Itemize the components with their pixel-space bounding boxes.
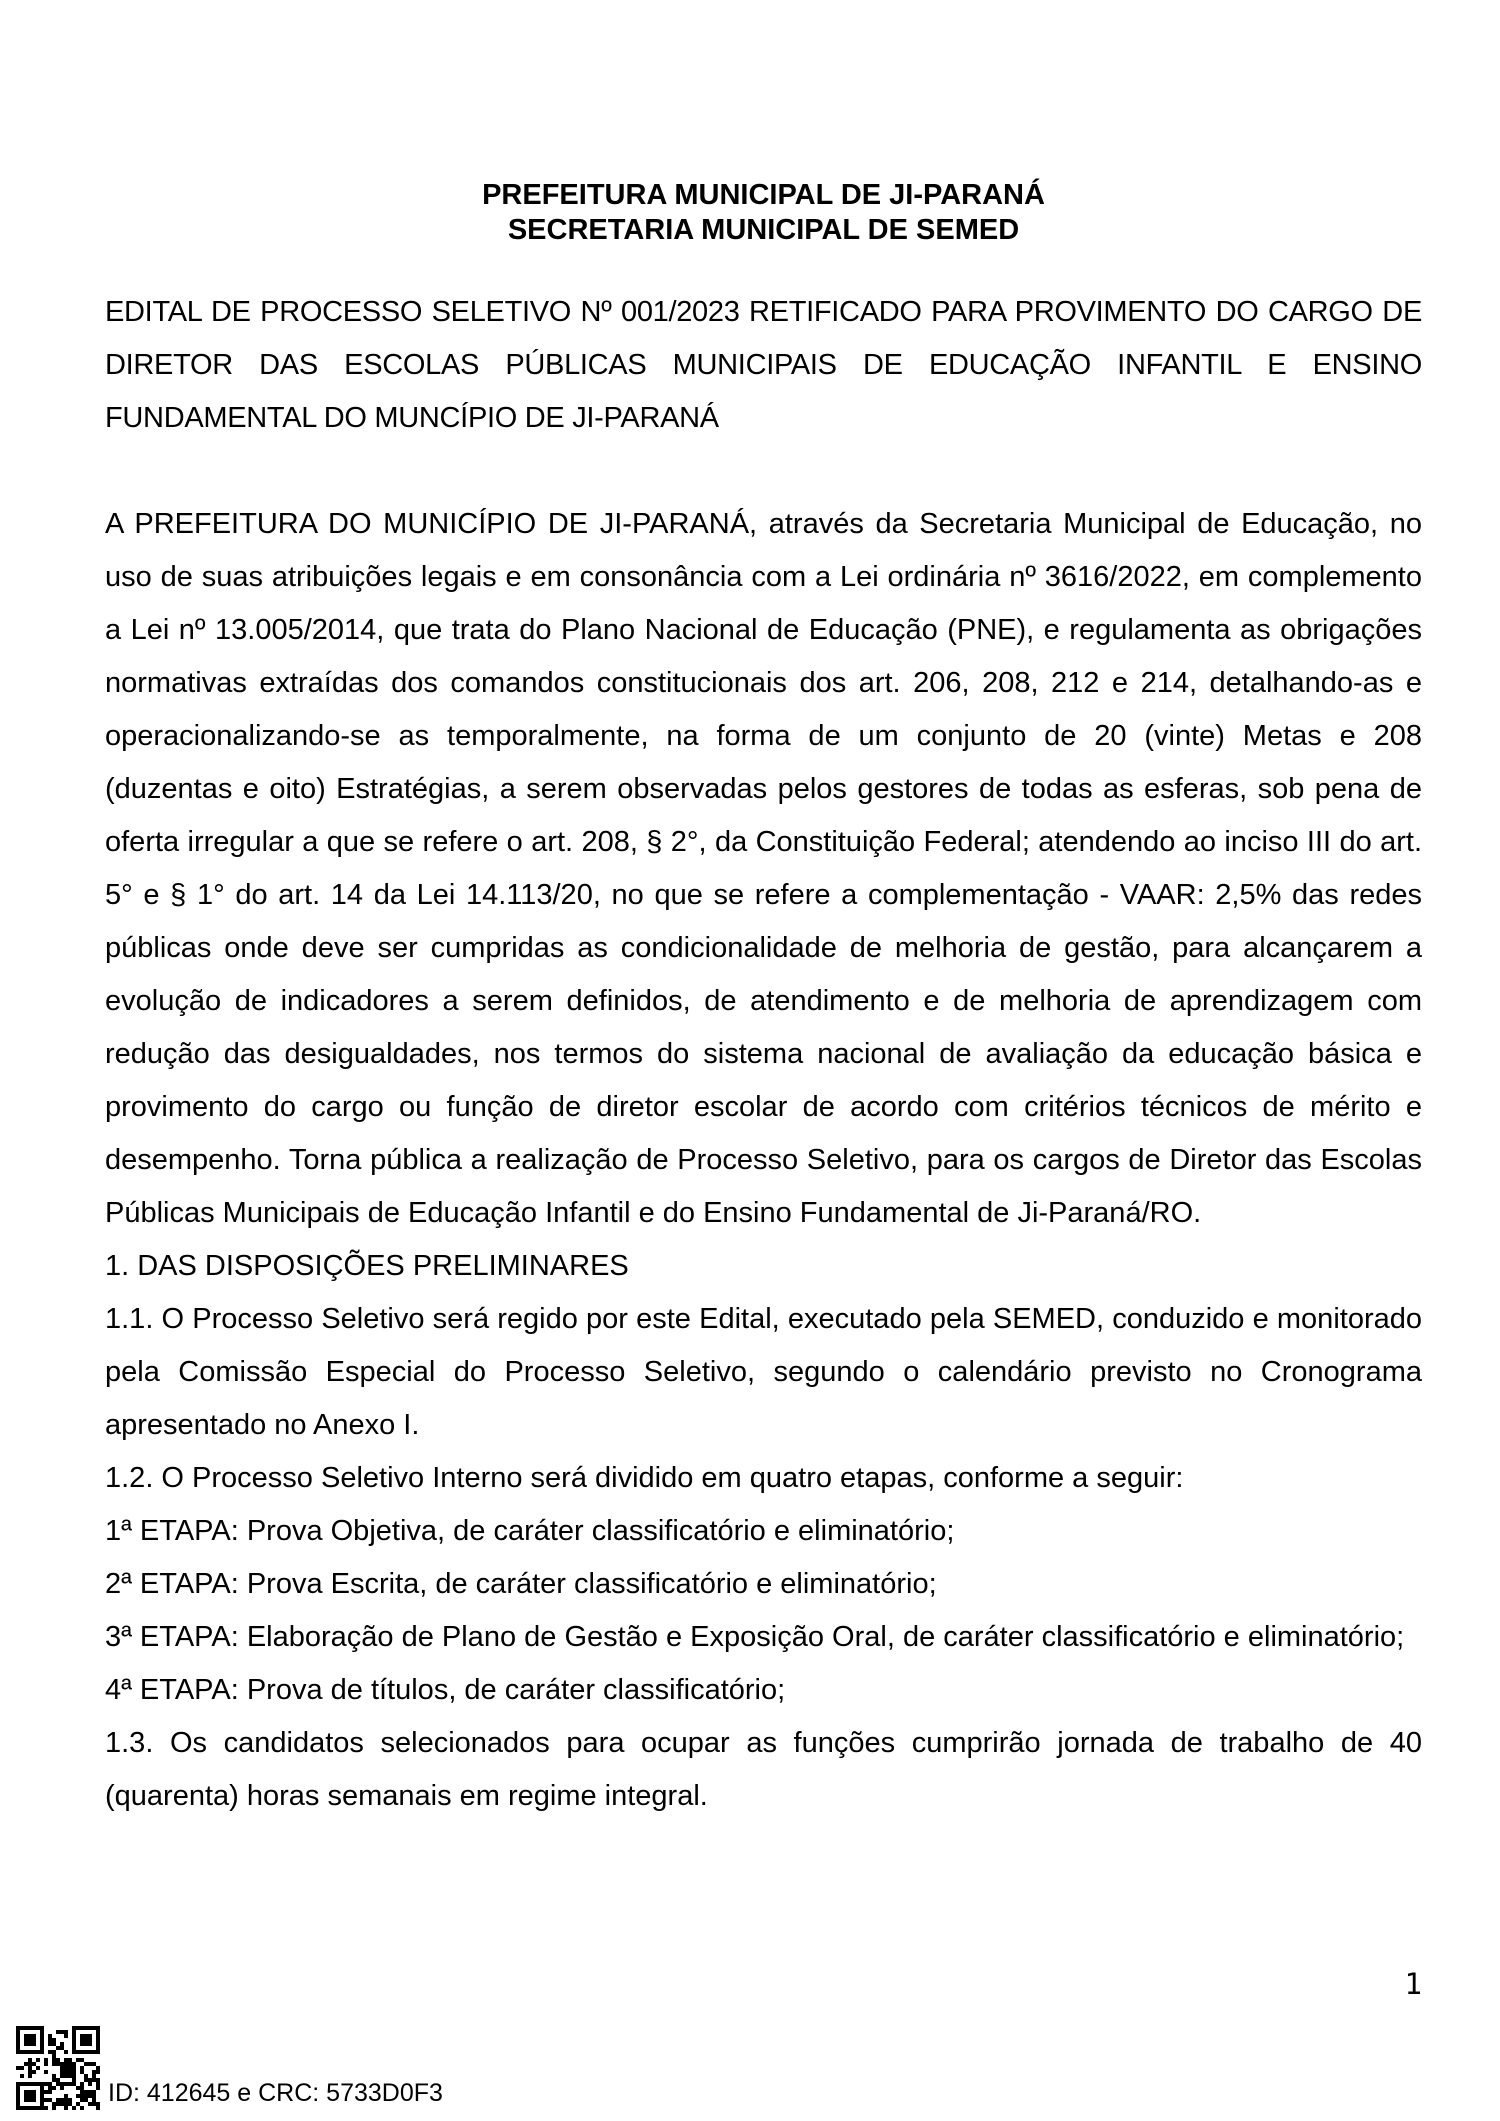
paragraph-etapa-1: 1ª ETAPA: Prova Objetiva, de caráter classificatório e eliminatório; bbox=[105, 1515, 955, 1547]
document-id-line: ID: 412645 e CRC: 5733D0F3 bbox=[108, 2079, 443, 2107]
letterhead-line-1: PREFEITURA MUNICIPAL DE JI-PARANÁ bbox=[482, 179, 1045, 211]
paragraph-1-3: 1.3. Os candidatos selecionados para ocupar as funções cumprirão jornada de trabalho de 40 (quarenta) horas semanais em regime integral. bbox=[105, 1727, 1422, 1812]
paragraph-1-1: 1.1. O Processo Seletivo será regido por este Edital, executado pela SEMED, conduzido e monitorado pela Comissão Especial do Processo Seletivo, segundo o calendário previsto no Cronograma apresentado no Anexo I. bbox=[105, 1303, 1422, 1441]
edital-heading: EDITAL DE PROCESSO SELETIVO Nº 001/2023 RETIFICADO PARA PROVIMENTO DO CARGO DE DIRETOR DAS ESCOLAS PÚBLICAS MUNICIPAIS DE EDUCAÇÃO INFANTIL E ENSINO FUNDAMENTAL DO MUNCÍPIO DE JI-PARANÁ bbox=[105, 296, 1422, 434]
section-1-heading: 1. DAS DISPOSIÇÕES PRELIMINARES bbox=[105, 1250, 629, 1282]
paragraph-etapa-2: 2ª ETAPA: Prova Escrita, de caráter classificatório e eliminatório; bbox=[105, 1568, 937, 1600]
paragraph-1-2: 1.2. O Processo Seletivo Interno será dividido em quatro etapas, conforme a seguir: bbox=[105, 1462, 1184, 1494]
paragraph-etapa-4: 4ª ETAPA: Prova de títulos, de caráter classificatório; bbox=[105, 1674, 786, 1706]
page-number: 1 bbox=[1404, 1967, 1422, 2001]
qr-code-icon bbox=[16, 2026, 100, 2110]
paragraph-etapa-3: 3ª ETAPA: Elaboração de Plano de Gestão e Exposição Oral, de caráter classificatório e eliminatório; bbox=[105, 1621, 1405, 1653]
document-content bbox=[105, 178, 1422, 1823]
letterhead-line-2: SECRETARIA MUNICIPAL DE SEMED bbox=[507, 214, 1020, 246]
preamble-paragraph: A PREFEITURA DO MUNICÍPIO DE JI-PARANÁ, através da Secretaria Municipal de Educação, no uso de suas atribuições legais e em consonância com a Lei ordinária nº 3616/2022, em complemento a Lei nº 13.005/2014, que trata do Plano Nacional de Educação (PNE), e regulamenta as obrigações normativas extraídas dos comandos constitucionais dos art. 206, 208, 212 e 214, detalhando-as e operacionalizando-se as temporalmente, na forma de um conjunto de 20 (vinte) Metas e 208 (duzentas e oito) Estratégias, a serem observadas pelos gestores de todas as esferas, sob pena de oferta irregular a que se refere o art. 208, § 2°, da Constituição Federal; atendendo ao inciso III do art. 5° e § 1° do art. 14 da Lei 14.113/20, no que se refere a complementação - VAAR: 2,5% das redes públicas onde deve ser cumpridas as condicionalidade de melhoria de gestão, para alcançarem a evolução de indicadores a serem definidos, de atendimento e de melhoria de aprendizagem com redução das desigualdades, nos termos do sistema nacional de avaliação da educação básica e provimento do cargo ou função de diretor escolar de acordo com critérios técnicos de mérito e desempenho. Torna pública a realização de Processo Seletivo, para os cargos de Diretor das Escolas Públicas Municipais de Educação Infantil e do Ensino Fundamental de Ji-Paraná/RO. bbox=[105, 508, 1422, 1229]
letterhead bbox=[105, 178, 1422, 248]
